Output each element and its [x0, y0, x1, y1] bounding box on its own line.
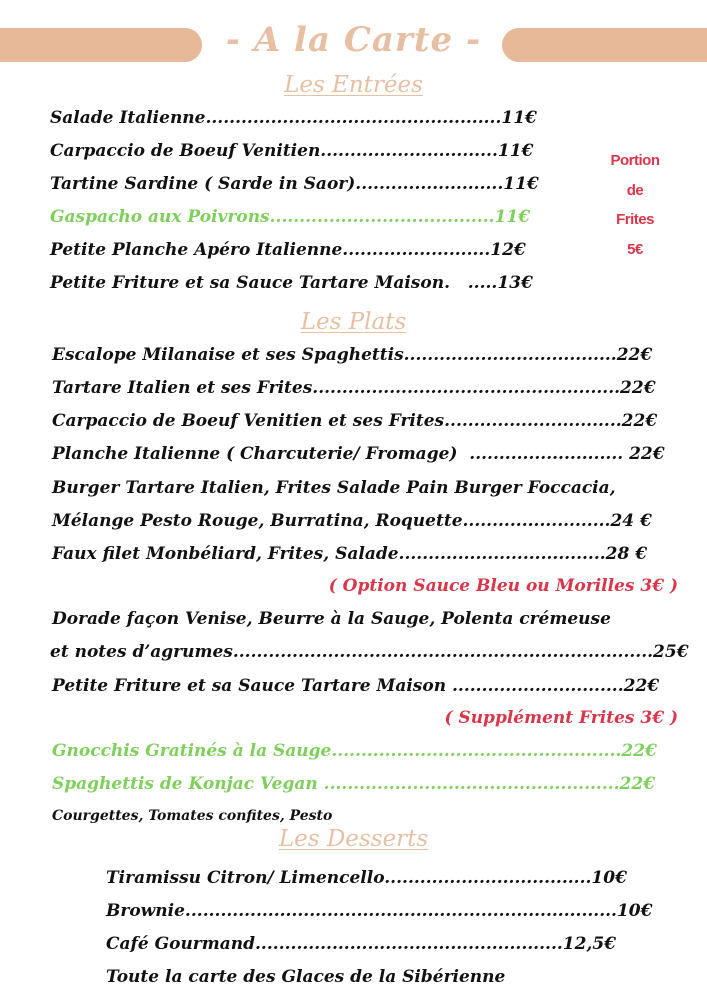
entree-item: Tartine Sardine ( Sarde in Saor).........................11€	[50, 174, 539, 194]
plat-item-line: Mélange Pesto Rouge, Burratina, Roquette.........................24 €	[52, 511, 652, 531]
plat-item-line: Burger Tartare Italien, Frites Salade Pain Burger Foccacia,	[52, 478, 616, 498]
fries-note-line: de	[626, 181, 644, 199]
entree-item: Petite Friture et sa Sauce Tartare Maison. .....13€	[50, 273, 533, 293]
entree-item: Salade Italienne..................................................11€	[50, 108, 537, 128]
section-title-entrees: Les Entrées	[284, 72, 423, 98]
dessert-item: Café Gourmand....................................................12,5€	[106, 934, 617, 954]
dessert-item: Brownie.........................................................................10€	[106, 901, 653, 921]
fries-note-price: 5€	[627, 240, 643, 258]
entree-item-vegan: Gaspacho aux Poivrons......................................11€	[50, 207, 531, 227]
section-title-desserts: Les Desserts	[278, 826, 429, 852]
plat-item: Tartare Italien et ses Frites....................................................22€	[52, 378, 656, 398]
plat-item-line: Dorade façon Venise, Beurre à la Sauge, Polenta crémeuse	[52, 609, 611, 629]
plat-item-line: et notes d’agrumes.......................................................................25€	[50, 642, 689, 662]
entree-item: Petite Planche Apéro Italienne.........................12€	[50, 240, 526, 260]
section-title-plats: Les Plats	[300, 309, 407, 335]
plat-item: Carpaccio de Boeuf Venitien et ses Frites..............................22€	[52, 411, 658, 431]
fries-portion-note	[604, 146, 666, 264]
plat-item: Petite Friture et sa Sauce Tartare Maison .............................22€	[52, 676, 660, 696]
plat-item-vegan: Spaghettis de Konjac Vegan ..................................................22€	[52, 774, 656, 794]
supplement-note: ( Supplément Frites 3€ )	[444, 708, 678, 728]
entree-item: Carpaccio de Boeuf Venitien..............................11€	[50, 141, 534, 161]
plat-item: Faux filet Monbéliard, Frites, Salade...................................28 €	[52, 544, 648, 564]
option-note: ( Option Sauce Bleu ou Morilles 3€ )	[328, 576, 678, 596]
menu-title: - A la Carte -	[225, 20, 482, 60]
dessert-item: Toute la carte des Glaces de la Sibérienne	[106, 967, 506, 987]
plat-item: Escalope Milanaise et ses Spaghettis....................................22€	[52, 345, 653, 365]
plat-item-description: Courgettes, Tomates confites, Pesto	[52, 808, 333, 824]
fries-note-line: Portion	[610, 152, 660, 169]
plat-item: Planche Italienne ( Charcuterie/ Fromage) .......................... 22€	[52, 444, 665, 464]
fries-note-line: Frites	[616, 211, 654, 228]
plat-item-vegan: Gnocchis Gratinés à la Sauge.................................................22€	[52, 741, 657, 761]
dessert-item: Tiramissu Citron/ Limencello...................................10€	[106, 868, 627, 888]
